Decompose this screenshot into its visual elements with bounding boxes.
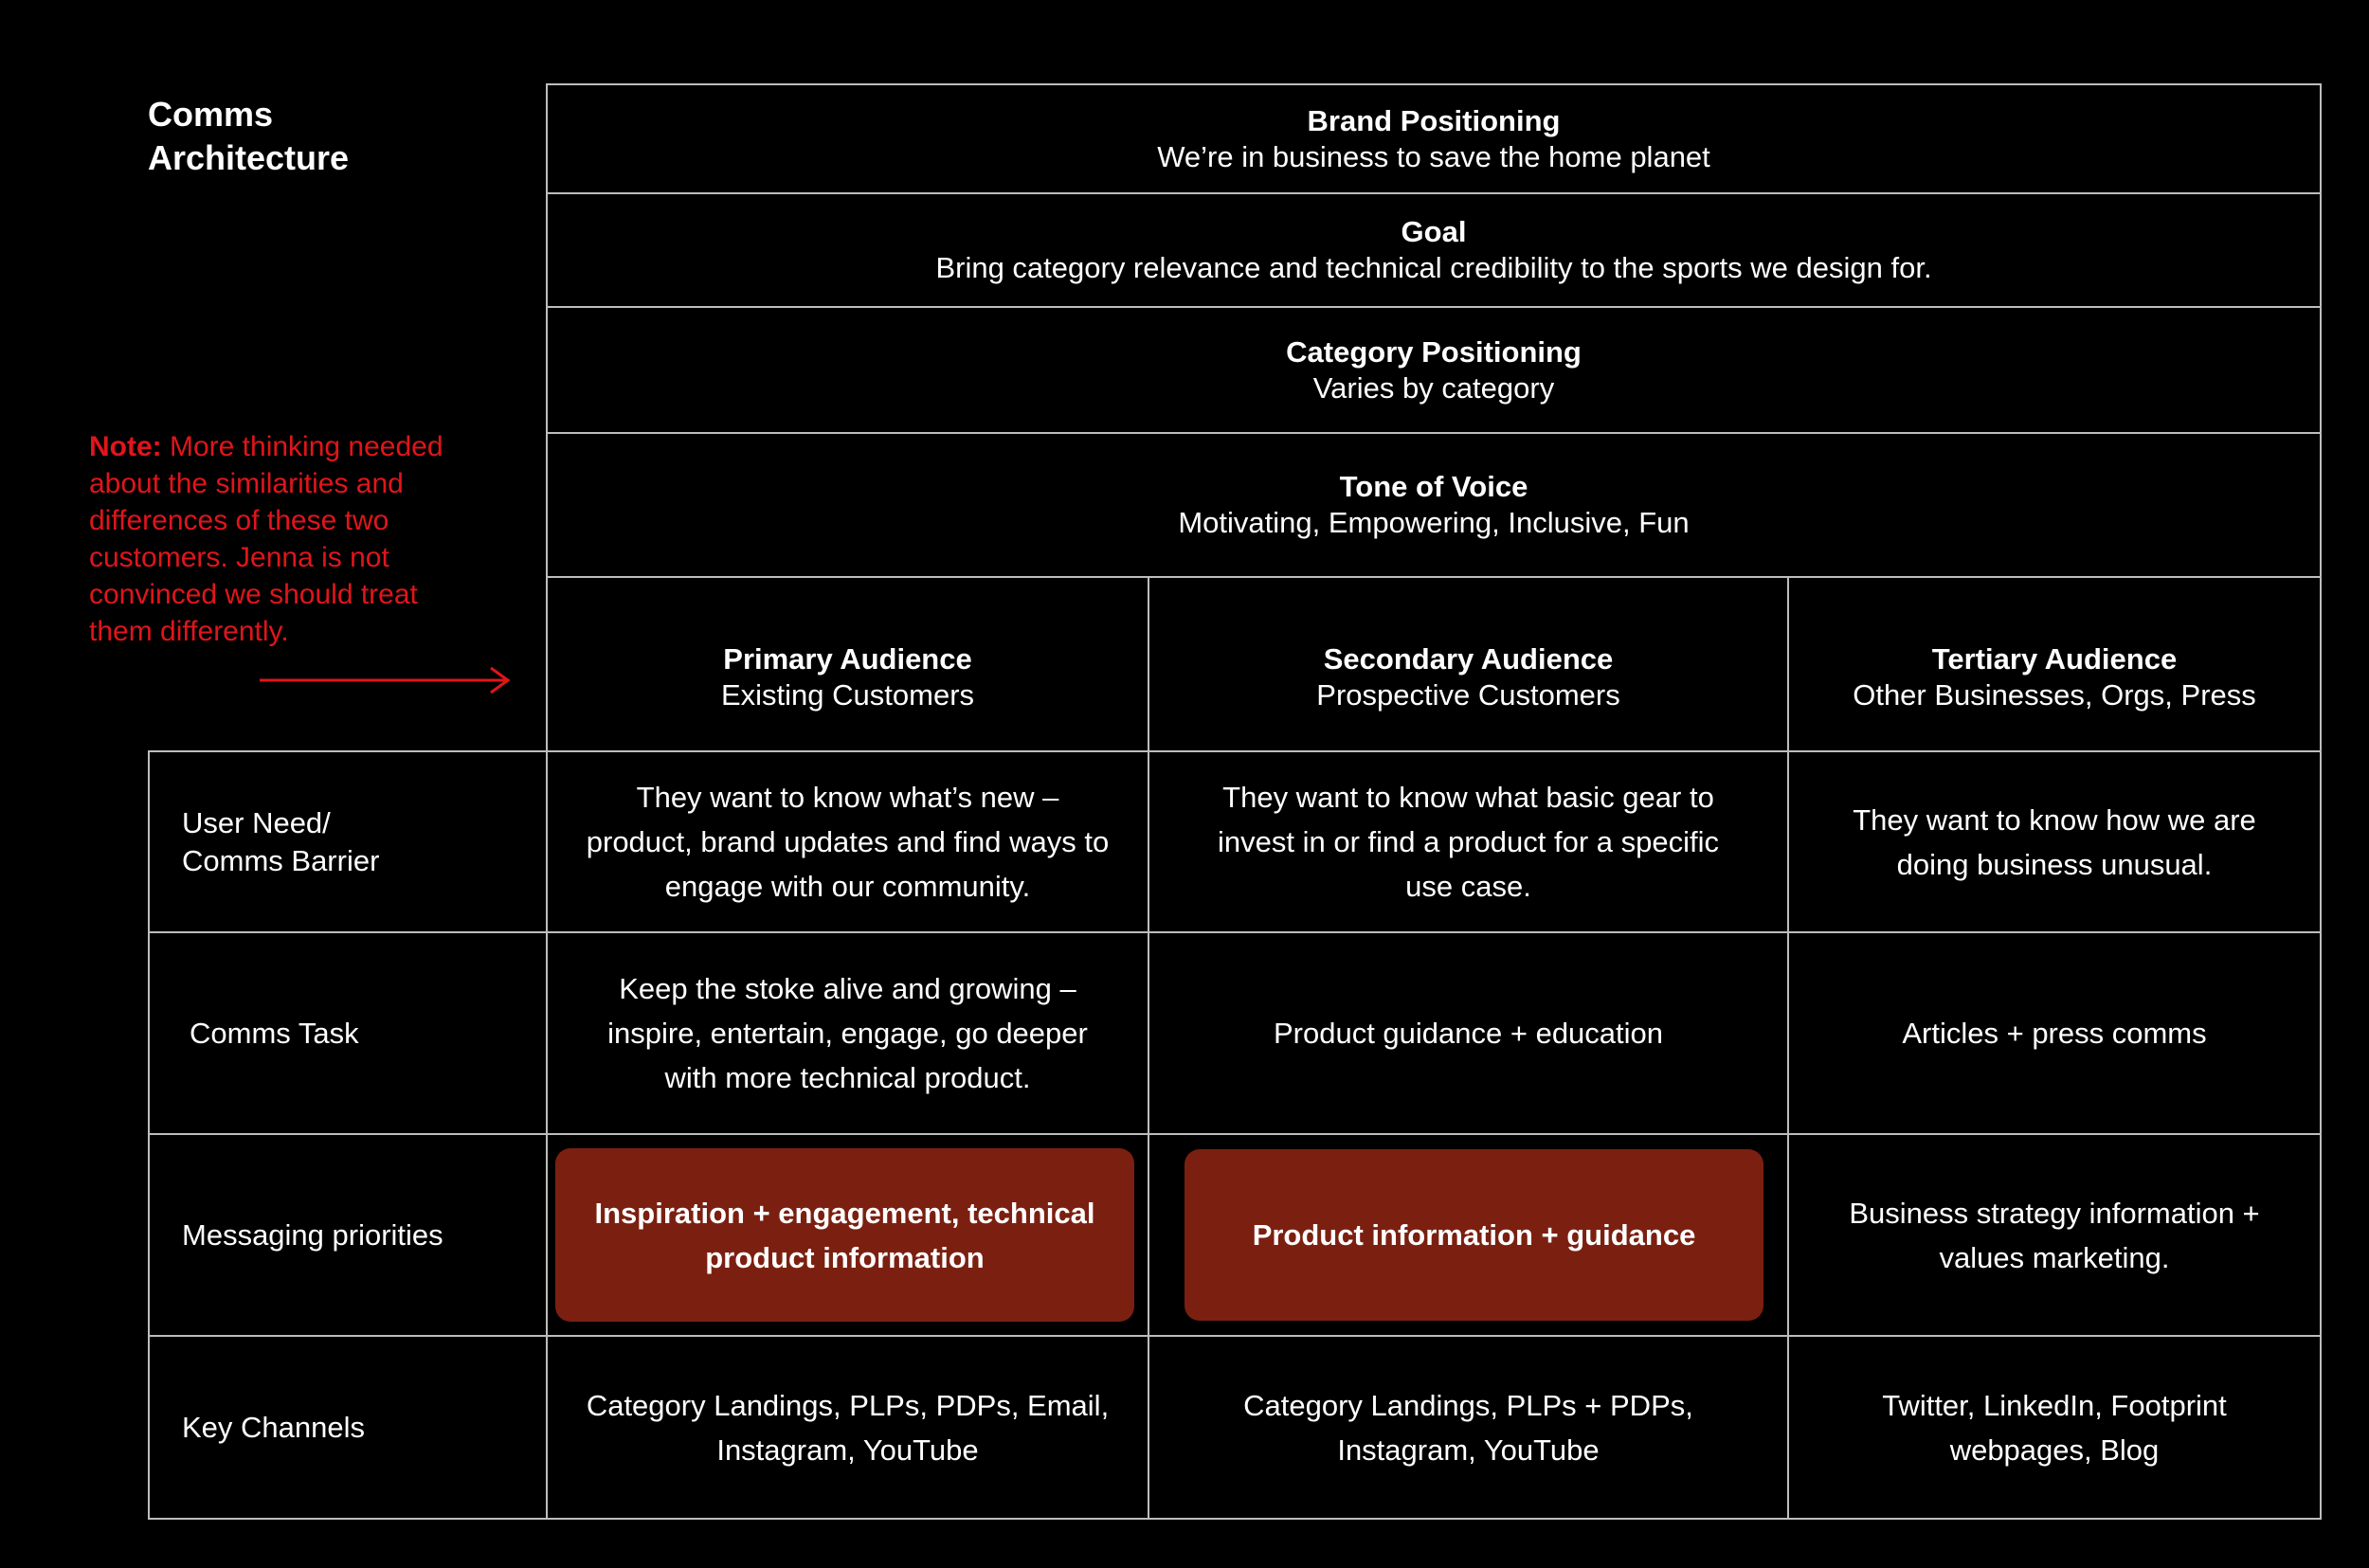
primary-audience-value: Existing Customers bbox=[720, 678, 975, 712]
user-need-primary-cell: They want to know what’s new – product, brand updates and find ways to engage with our community. bbox=[546, 750, 1149, 933]
category-positioning-cell bbox=[546, 306, 2322, 434]
messaging-tertiary-cell: Business strategy information + values marketing. bbox=[1787, 1133, 2322, 1337]
secondary-audience-value: Prospective Customers bbox=[1316, 678, 1620, 712]
row-label-channels: Key Channels bbox=[148, 1335, 548, 1520]
tertiary-audience-heading: Tertiary Audience bbox=[1931, 642, 2178, 676]
tone-of-voice-value: Motivating, Empowering, Inclusive, Fun bbox=[1178, 506, 1690, 539]
secondary-audience-cell bbox=[1148, 576, 1789, 752]
brand-positioning-value: We’re in business to save the home planet bbox=[1157, 139, 1710, 173]
note-label: Note: bbox=[89, 431, 162, 462]
row-label-messaging: Messaging priorities bbox=[148, 1133, 548, 1337]
row-label-user-need: User Need/ Comms Barrier bbox=[148, 750, 548, 933]
goal-heading: Goal bbox=[1401, 215, 1467, 248]
brand-positioning-cell bbox=[546, 83, 2322, 194]
arrow-right-icon bbox=[258, 663, 514, 697]
user-need-tertiary-cell: They want to know how we are doing business unusual. bbox=[1787, 750, 2322, 933]
tone-of-voice-cell bbox=[546, 432, 2322, 578]
comms-task-secondary-cell: Product guidance + education bbox=[1148, 931, 1789, 1135]
channels-secondary-cell: Category Landings, PLPs + PDPs, Instagram, YouTube bbox=[1148, 1335, 1789, 1520]
page-title: Comms Architecture bbox=[148, 95, 350, 177]
user-need-secondary-cell: They want to know what basic gear to invest in or find a product for a specific use case. bbox=[1148, 750, 1789, 933]
note-body: More thinking needed about the similarities and differences of these two customers. Jenna is not convinced we should treat them differently. bbox=[89, 431, 443, 647]
tertiary-audience-cell bbox=[1787, 576, 2322, 752]
brand-positioning-heading: Brand Positioning bbox=[1307, 103, 1561, 137]
messaging-secondary-highlight: Product information + guidance bbox=[1184, 1149, 1763, 1321]
primary-audience-cell bbox=[546, 576, 1149, 752]
note-text bbox=[89, 428, 468, 650]
channels-primary-cell: Category Landings, PLPs, PDPs, Email, Instagram, YouTube bbox=[546, 1335, 1149, 1520]
category-positioning-value: Varies by category bbox=[1312, 370, 1555, 405]
messaging-primary-cell bbox=[546, 1133, 1149, 1337]
secondary-audience-heading: Secondary Audience bbox=[1323, 642, 1614, 676]
primary-audience-heading: Primary Audience bbox=[723, 642, 972, 676]
comms-task-tertiary-cell: Articles + press comms bbox=[1787, 931, 2322, 1135]
tertiary-audience-value: Other Businesses, Orgs, Press bbox=[1853, 678, 2256, 712]
row-label-comms-task: Comms Task bbox=[148, 931, 548, 1135]
category-positioning-heading: Category Positioning bbox=[1286, 334, 1582, 369]
messaging-primary-highlight: Inspiration + engagement, technical product information bbox=[555, 1148, 1134, 1322]
tone-of-voice-heading: Tone of Voice bbox=[1339, 470, 1528, 503]
goal-cell bbox=[546, 192, 2322, 308]
comms-task-primary-cell: Keep the stoke alive and growing – inspire, entertain, engage, go deeper with more technical product. bbox=[546, 931, 1149, 1135]
goal-value: Bring category relevance and technical credibility to the sports we design for. bbox=[935, 251, 1932, 284]
messaging-secondary-cell bbox=[1148, 1133, 1789, 1337]
channels-tertiary-cell: Twitter, LinkedIn, Footprint webpages, Blog bbox=[1787, 1335, 2322, 1520]
